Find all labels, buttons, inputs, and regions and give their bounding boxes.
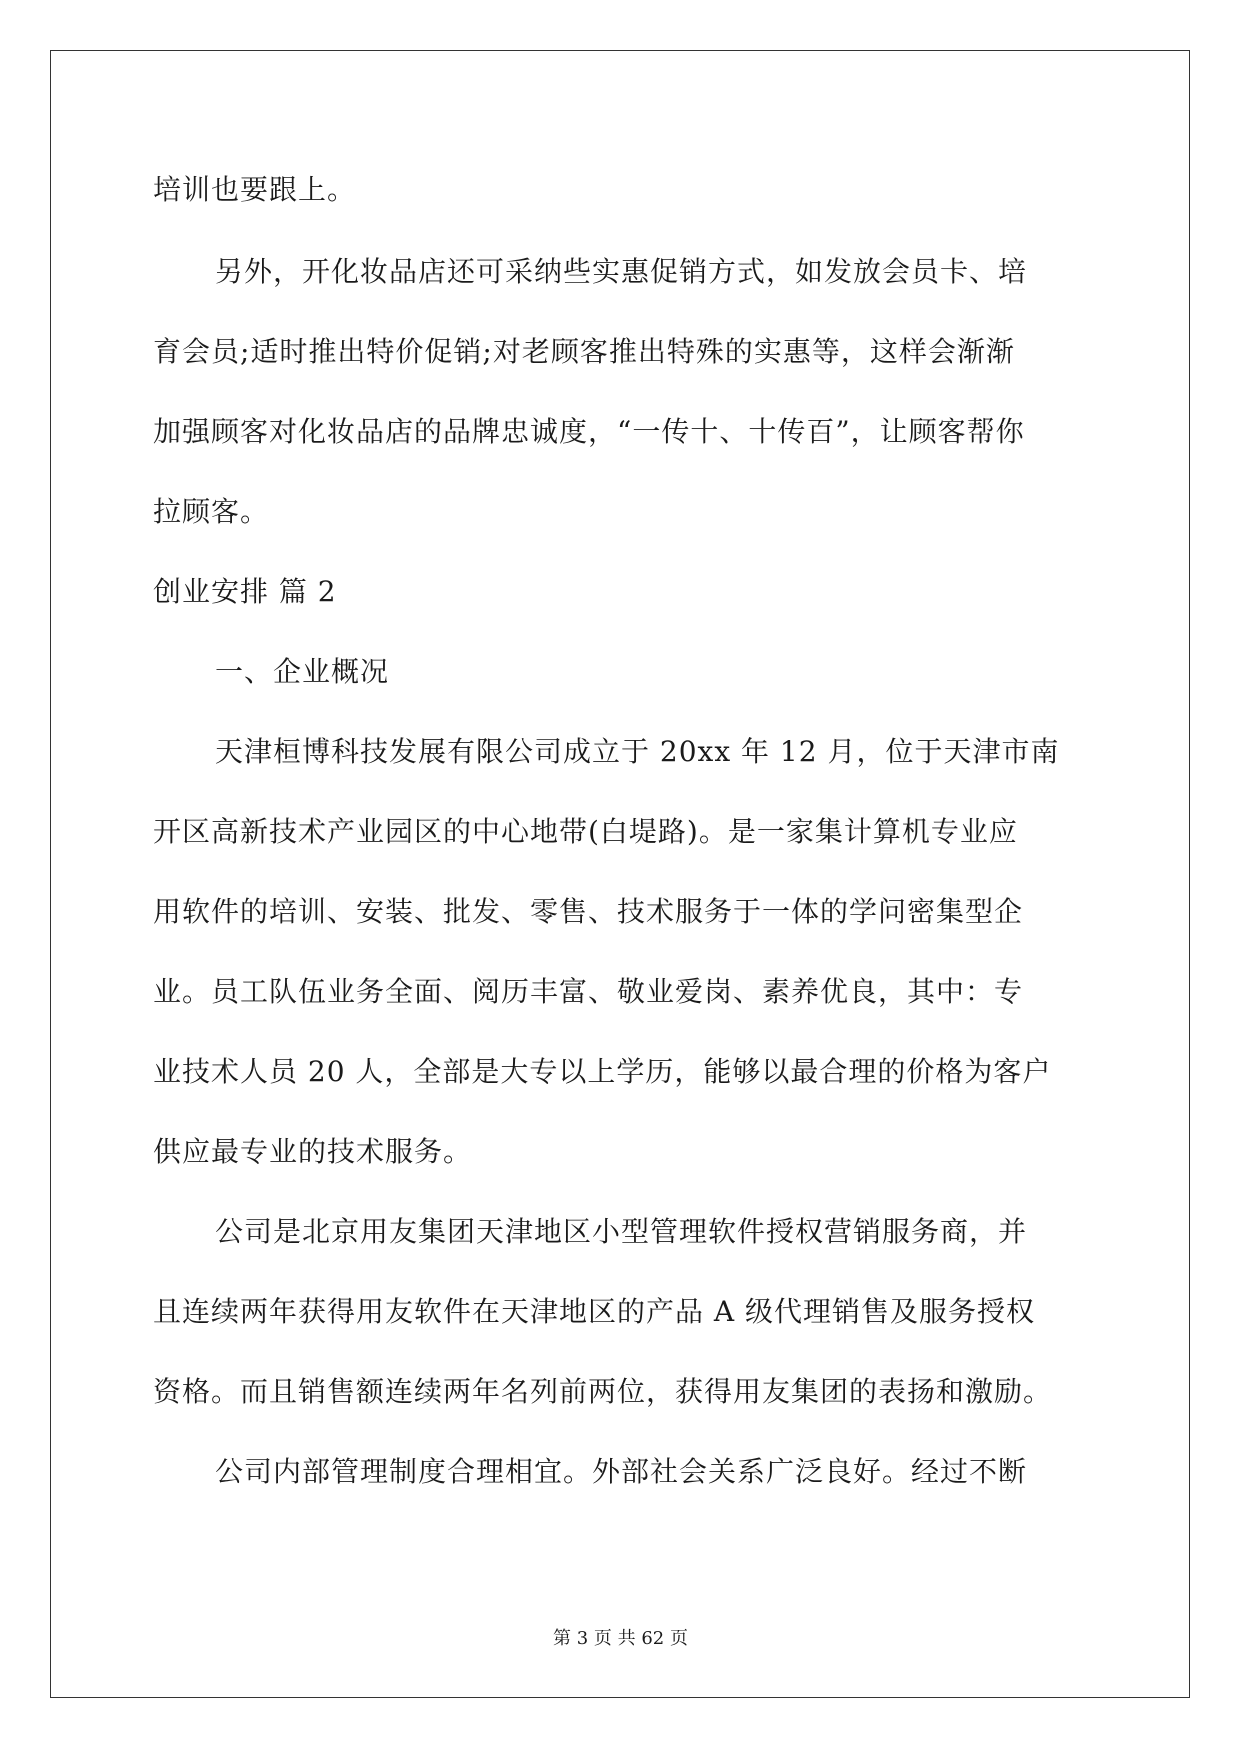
text-line: 供应最专业的技术服务。 <box>153 1135 473 1168</box>
text-line: 业技术人员 20 人，全部是大专以上学历，能够以最合理的价格为客户 <box>153 1055 1052 1088</box>
paragraph-first-line: 公司是北京用友集团天津地区小型管理软件授权营销服务商，并 <box>215 1215 1028 1248</box>
text-line: 拉顾客。 <box>153 495 270 528</box>
page-number-footer: 第 3 页 共 62 页 <box>553 1628 688 1649</box>
text-line: 业。员工队伍业务全面、阅历丰富、敬业爱岗、素养优良，其中：专 <box>153 975 1024 1008</box>
text-line: 育会员;适时推出特价促销;对老顾客推出特殊的实惠等，这样会渐渐 <box>153 335 1015 368</box>
subsection-heading: 一、企业概况 <box>215 655 390 688</box>
text-line: 培训也要跟上。 <box>153 173 357 206</box>
paragraph-first-line: 公司内部管理制度合理相宜。外部社会关系广泛良好。经过不断 <box>215 1455 1028 1488</box>
section-heading: 创业安排 篇 2 <box>153 575 337 608</box>
page-border <box>50 50 1190 1698</box>
text-line: 且连续两年获得用友软件在天津地区的产品 A 级代理销售及服务授权 <box>153 1295 1036 1328</box>
paragraph-first-line: 另外，开化妆品店还可采纳些实惠促销方式，如发放会员卡、培 <box>215 255 1028 288</box>
paragraph-first-line: 天津桓博科技发展有限公司成立于 20xx 年 12 月，位于天津市南 <box>215 735 1060 768</box>
text-line: 用软件的培训、安装、批发、零售、技术服务于一体的学问密集型企 <box>153 895 1024 928</box>
text-line: 开区高新技术产业园区的中心地带(白堤路)。是一家集计算机专业应 <box>153 815 1018 848</box>
text-line: 资格。而且销售额连续两年名列前两位，获得用友集团的表扬和激励。 <box>153 1375 1053 1408</box>
text-line: 加强顾客对化妆品店的品牌忠诚度，“一传十、十传百”，让顾客帮你 <box>153 415 1025 448</box>
